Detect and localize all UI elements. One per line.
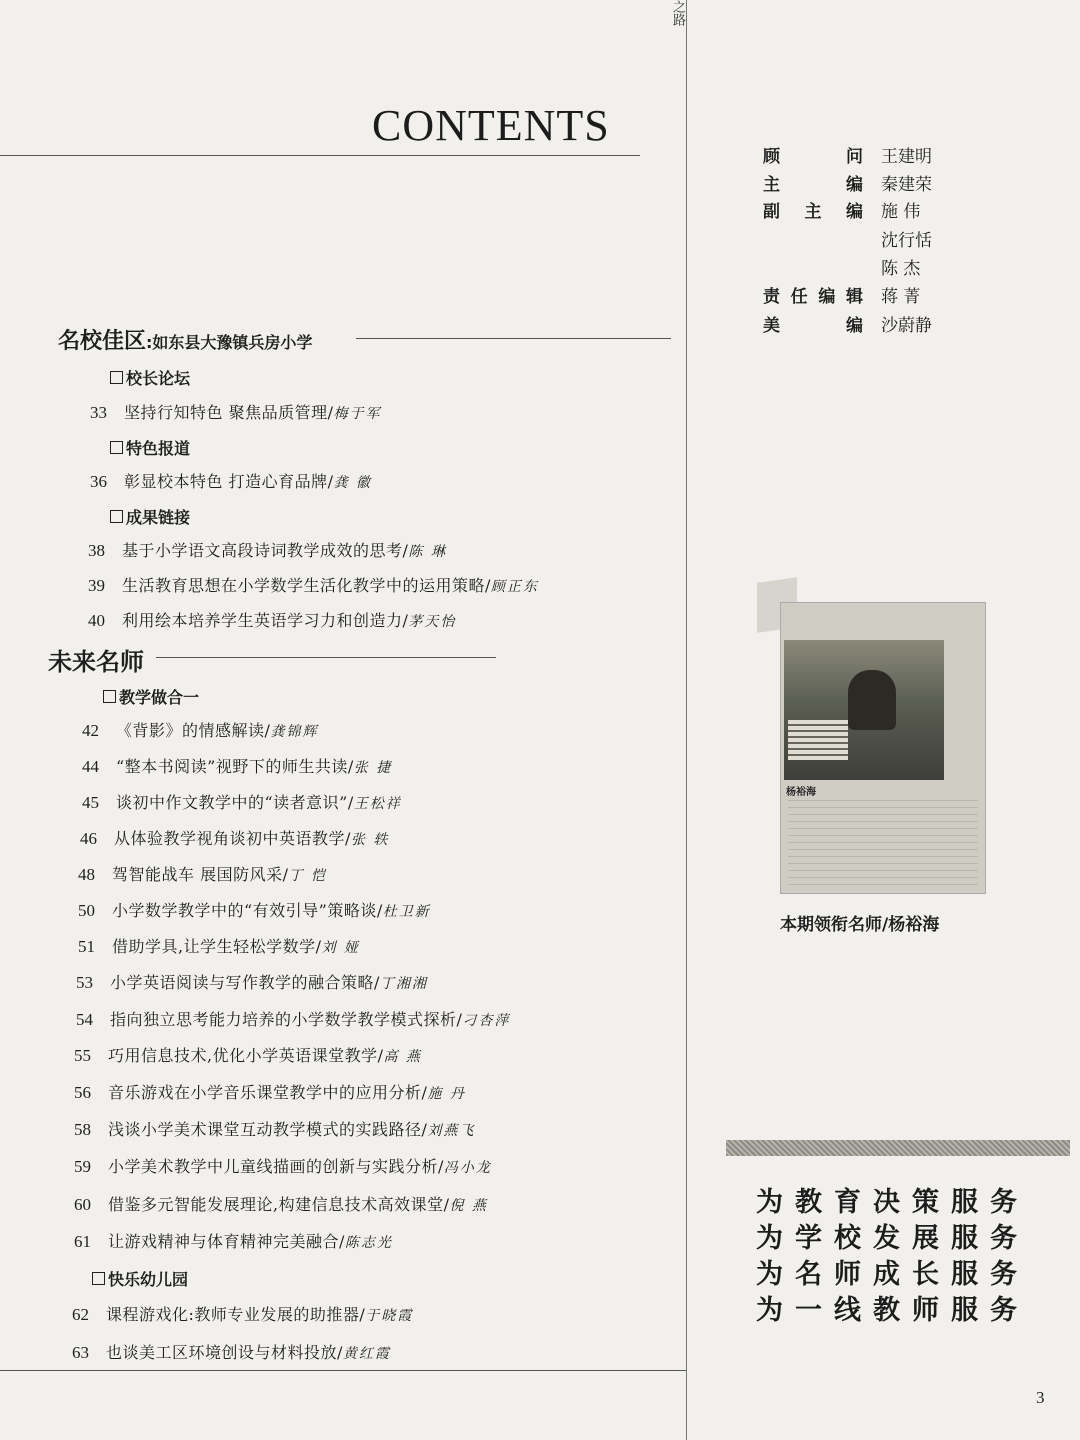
toc-author: 陈 琳 — [408, 544, 447, 560]
toc-page-number: 40 — [88, 611, 105, 630]
toc-entry[interactable] — [90, 469, 372, 491]
staff-role: 顾 问 — [763, 147, 863, 167]
toc-title: 借助学具,让学生轻松学数学/ — [112, 937, 322, 956]
staff-name: 施 伟 — [881, 202, 921, 222]
toc-page-number: 50 — [78, 901, 95, 920]
staff-row — [763, 282, 963, 306]
toc-title: 利用绘本培养学生英语学习力和创造力/ — [122, 611, 409, 630]
toc-author: 陈志光 — [344, 1235, 393, 1251]
staff-row — [763, 226, 963, 250]
toc-author: 龚 徽 — [333, 475, 372, 491]
toc-title: 借鉴多元智能发展理论,构建信息技术高效课堂/ — [108, 1195, 450, 1214]
toc-page-number: 48 — [78, 865, 95, 884]
featured-caption: 本期领衔名师/杨裕海 — [780, 915, 940, 935]
toc-page-number: 36 — [90, 472, 107, 491]
toc-page-number: 44 — [82, 757, 99, 776]
spine-text: 之路 — [670, 0, 685, 26]
toc-page-number: 55 — [74, 1046, 91, 1065]
toc-title: 《背影》的情感解读/ — [116, 721, 271, 740]
toc-title: 谈初中作文教学中的“读者意识”/ — [116, 793, 354, 812]
staff-name: 王建明 — [881, 147, 932, 167]
toc-author: 杜卫新 — [382, 904, 431, 920]
staff-name: 沙蔚静 — [881, 316, 932, 336]
toc-title: 小学美术教学中儿童线描画的创新与实践分析/ — [108, 1157, 444, 1176]
staff-row — [763, 142, 963, 166]
toc-entry[interactable] — [88, 573, 539, 595]
toc-page-number: 46 — [80, 829, 97, 848]
toc-page-number: 62 — [72, 1305, 89, 1324]
toc-page-number: 38 — [88, 541, 105, 560]
toc-author: 高 燕 — [383, 1049, 422, 1065]
toc-entry[interactable] — [74, 1192, 488, 1214]
toc-author: 丁 恺 — [288, 868, 327, 884]
photo-text-lines — [788, 800, 978, 886]
section-title: 名校佳区 — [58, 328, 147, 354]
toc-entry[interactable] — [82, 790, 402, 812]
toc-entry[interactable] — [74, 1229, 393, 1251]
toc-title: 生活教育思想在小学数学生活化教学中的运用策略/ — [122, 576, 491, 595]
slogan: 为教育决策服务 — [756, 1187, 1029, 1218]
subsection-heading — [110, 436, 190, 459]
toc-title: 课程游戏化:教师专业发展的助推器/ — [106, 1305, 366, 1324]
staff-row — [763, 170, 963, 194]
toc-entry[interactable] — [74, 1080, 466, 1102]
column-divider — [686, 0, 687, 1440]
toc-author: 龚锦辉 — [270, 724, 319, 740]
toc-page-number: 56 — [74, 1083, 91, 1102]
toc-entry[interactable] — [82, 718, 318, 740]
staff-name: 蒋 菁 — [881, 287, 921, 307]
toc-author: 刘燕飞 — [427, 1123, 476, 1139]
subsection-heading — [110, 505, 190, 528]
toc-author: 刘 娅 — [321, 940, 360, 956]
toc-author: 倪 燕 — [449, 1198, 488, 1214]
toc-entry[interactable] — [76, 970, 428, 992]
toc-entry[interactable] — [82, 754, 392, 776]
toc-entry[interactable] — [78, 862, 327, 884]
toc-page-number: 54 — [76, 1010, 93, 1029]
staff-role: 副 主 编 — [763, 202, 863, 222]
checkbox-icon — [110, 441, 123, 454]
toc-author: 黄红霞 — [342, 1346, 391, 1362]
section-rule — [156, 657, 496, 658]
toc-title: “整本书阅读”视野下的师生共读/ — [116, 757, 354, 776]
toc-title: 巧用信息技术,优化小学英语课堂教学/ — [108, 1046, 384, 1065]
toc-author: 施 丹 — [427, 1086, 466, 1102]
subsection-label: 特色报道 — [126, 439, 191, 458]
toc-entry[interactable] — [72, 1302, 413, 1324]
toc-page-number: 60 — [74, 1195, 91, 1214]
subsection-label: 教学做合一 — [119, 688, 200, 707]
toc-author: 丁湘湘 — [379, 976, 428, 992]
toc-title: 小学英语阅读与写作教学的融合策略/ — [110, 973, 380, 992]
toc-title: 让游戏精神与体育精神完美融合/ — [108, 1232, 345, 1251]
page-title: CONTENTS — [372, 101, 610, 150]
toc-entry[interactable] — [88, 608, 456, 630]
toc-entry[interactable] — [76, 1007, 510, 1029]
staff-name: 秦建荣 — [881, 175, 932, 195]
checkbox-icon — [92, 1272, 105, 1285]
toc-title: 彰显校本特色 打造心育品牌/ — [124, 472, 334, 491]
photo-name-tag: 杨裕海 — [786, 787, 816, 798]
toc-page-number: 51 — [78, 937, 95, 956]
slogan-band — [726, 1140, 1070, 1156]
checkbox-icon — [110, 510, 123, 523]
subsection-heading — [110, 366, 190, 389]
staff-row — [763, 254, 963, 278]
toc-page-number: 53 — [76, 973, 93, 992]
toc-author: 顾正东 — [490, 579, 539, 595]
toc-entry[interactable] — [78, 934, 360, 956]
checkbox-icon — [110, 371, 123, 384]
toc-entry[interactable] — [88, 538, 447, 560]
slogan: 为一线教师服务 — [756, 1295, 1029, 1326]
subsection-heading — [92, 1267, 188, 1290]
toc-entry[interactable] — [72, 1340, 391, 1362]
staff-name: 沈行恬 — [881, 231, 932, 251]
toc-author: 刁杏萍 — [462, 1013, 511, 1029]
toc-author: 于晓霞 — [365, 1308, 414, 1324]
slogan: 为名师成长服务 — [756, 1259, 1029, 1290]
staff-role: 责 任 编 辑 — [763, 287, 863, 307]
toc-page-number: 42 — [82, 721, 99, 740]
toc-entry[interactable] — [74, 1043, 422, 1065]
subsection-label: 校长论坛 — [126, 369, 191, 388]
toc-title: 从体验教学视角谈初中英语教学/ — [114, 829, 351, 848]
toc-author: 张 捷 — [353, 760, 393, 776]
toc-title: 浅谈小学美术课堂互动教学模式的实践路径/ — [108, 1120, 428, 1139]
toc-author: 冯小龙 — [443, 1160, 492, 1176]
slogan: 为学校发展服务 — [756, 1223, 1029, 1254]
photo-person — [848, 670, 896, 730]
toc-page-number: 61 — [74, 1232, 91, 1251]
staff-row — [763, 197, 963, 221]
toc-entry[interactable] — [74, 1117, 475, 1139]
section-title: 未来名师 — [48, 647, 144, 676]
toc-author: 梅于军 — [333, 406, 382, 422]
toc-title: 指向独立思考能力培养的小学数学教学模式探析/ — [110, 1010, 463, 1029]
subsection-label: 快乐幼儿园 — [108, 1270, 189, 1289]
toc-page-number: 63 — [72, 1343, 89, 1362]
page-number: 3 — [1036, 1388, 1045, 1407]
toc-entry[interactable] — [78, 898, 431, 920]
section-heading — [58, 324, 312, 355]
photo-books — [788, 720, 848, 760]
toc-title: 基于小学语文高段诗词教学成效的思考/ — [122, 541, 409, 560]
toc-page-number: 58 — [74, 1120, 91, 1139]
staff-row — [763, 311, 963, 335]
staff-role: 美 编 — [763, 316, 863, 336]
staff-role: 主 编 — [763, 175, 863, 195]
toc-title: 也谈美工区环境创设与材料投放/ — [106, 1343, 343, 1362]
section-subtitle: :如东县大豫镇兵房小学 — [146, 333, 313, 352]
header-rule — [0, 155, 640, 156]
subsection-heading — [103, 685, 199, 708]
section-heading — [48, 642, 144, 677]
toc-page-number: 45 — [82, 793, 99, 812]
toc-author: 茅天怡 — [408, 614, 457, 630]
toc-entry[interactable] — [90, 400, 381, 422]
staff-name: 陈 杰 — [881, 259, 921, 279]
bottom-rule — [0, 1370, 686, 1371]
toc-title: 音乐游戏在小学音乐课堂教学中的应用分析/ — [108, 1083, 428, 1102]
toc-entry[interactable] — [74, 1154, 492, 1176]
toc-title: 坚持行知特色 聚焦品质管理/ — [124, 403, 334, 422]
checkbox-icon — [103, 690, 116, 703]
toc-page-number: 39 — [88, 576, 105, 595]
toc-title: 驾智能战车 展国防风采/ — [112, 865, 289, 884]
section-rule — [356, 338, 671, 339]
toc-entry[interactable] — [80, 826, 389, 848]
toc-title: 小学数学教学中的“有效引导”策略谈/ — [112, 901, 383, 920]
toc-page-number: 33 — [90, 403, 107, 422]
toc-author: 张 轶 — [350, 832, 390, 848]
subsection-label: 成果链接 — [126, 508, 191, 527]
toc-page-number: 59 — [74, 1157, 91, 1176]
toc-author: 王松祥 — [353, 796, 402, 812]
